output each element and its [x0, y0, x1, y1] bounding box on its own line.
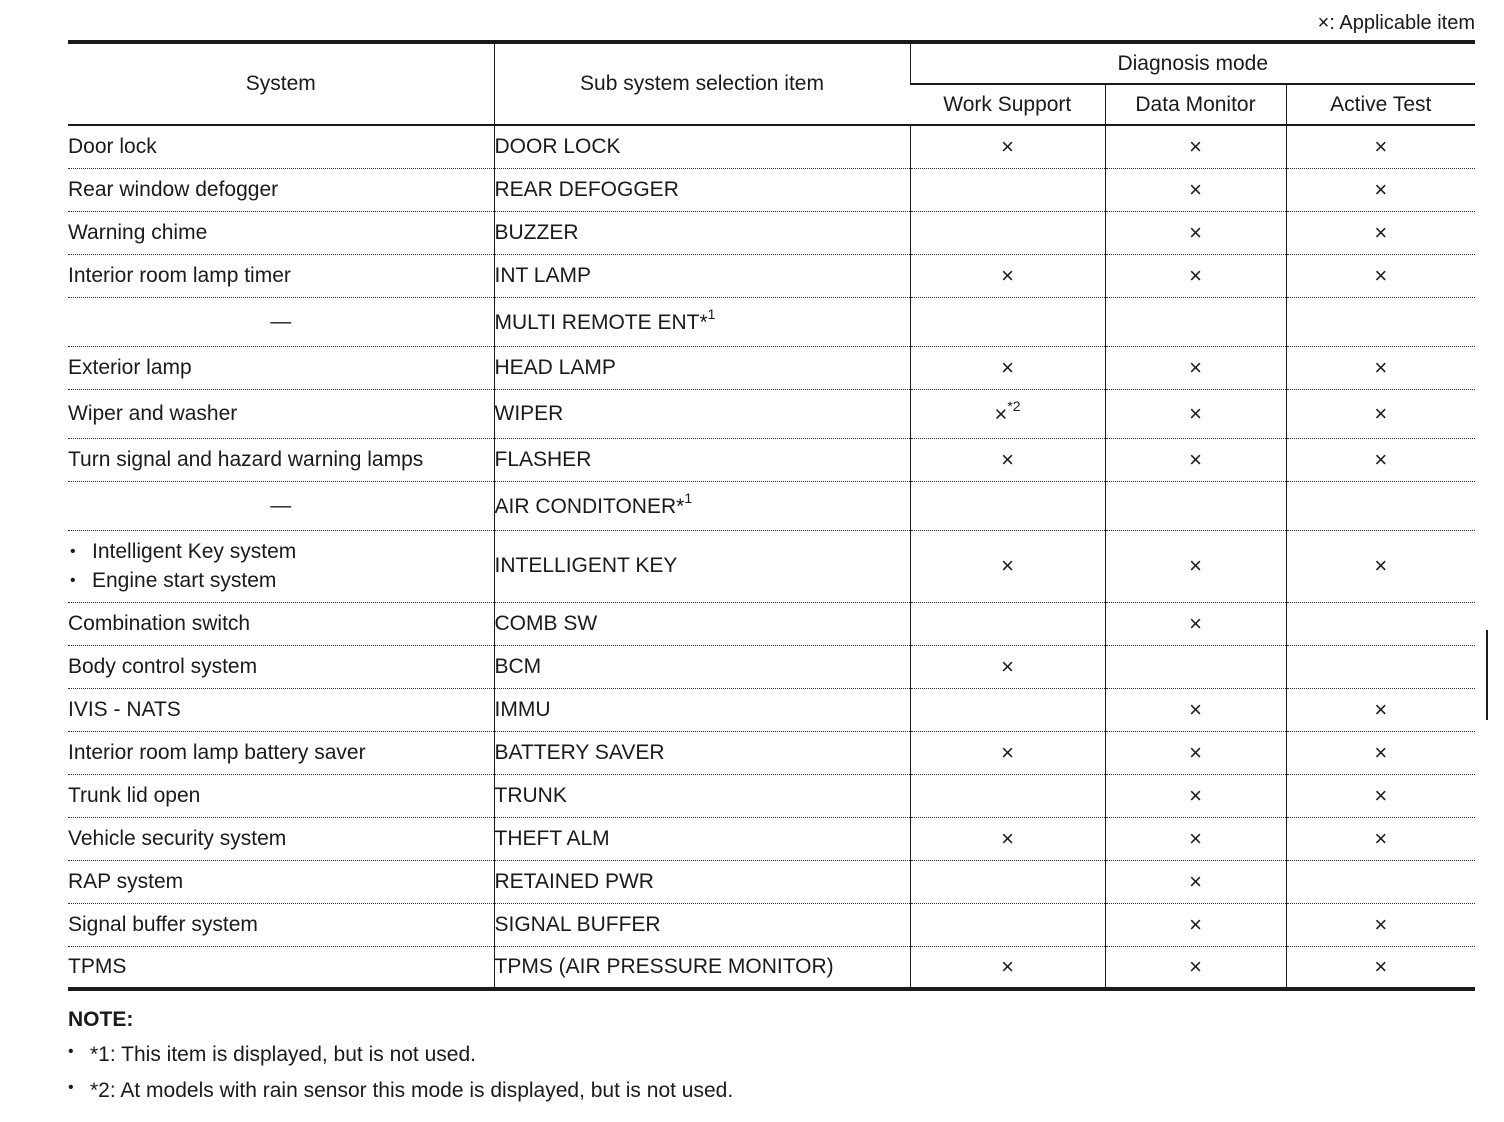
work-support-cell: [910, 125, 1105, 168]
table-row: [68, 254, 1475, 297]
work-support-cell: [910, 731, 1105, 774]
sub-system-cell: [494, 530, 910, 602]
footnote-ref: 1: [684, 490, 693, 506]
data-monitor-cell: [1105, 297, 1286, 346]
work-support-cell: [910, 774, 1105, 817]
data-monitor-cell: [1105, 946, 1286, 989]
active-test-cell: [1286, 602, 1475, 645]
table-row: [68, 297, 1475, 346]
applicable-mark: ×: [1001, 653, 1014, 679]
applicable-mark: ×: [1189, 446, 1202, 472]
applicable-mark: ×: [1001, 553, 1014, 578]
applicable-mark: ×: [1374, 696, 1388, 722]
system-cell: Interior room lamp timer: [68, 254, 494, 297]
work-support-cell: [910, 438, 1105, 481]
active-test-cell: [1286, 688, 1475, 731]
work-support-cell: [910, 168, 1105, 211]
work-support-cell: [910, 645, 1105, 688]
system-cell-dash: —: [68, 297, 494, 346]
header-work-support: Work Support: [910, 84, 1105, 125]
active-test-cell: [1286, 168, 1475, 211]
active-test-cell: [1286, 481, 1475, 530]
applicable-mark: ×: [1374, 133, 1388, 159]
system-cell: Turn signal and hazard warning lamps: [68, 438, 494, 481]
applicable-mark: ×: [1189, 868, 1202, 894]
diagnosis-table: [68, 40, 1475, 991]
table-row: [68, 688, 1475, 731]
work-support-cell: [910, 211, 1105, 254]
sub-system-label: IMMU: [494, 697, 551, 721]
system-cell: Trunk lid open: [68, 774, 494, 817]
data-monitor-cell: [1105, 817, 1286, 860]
work-support-cell: [910, 860, 1105, 903]
data-monitor-cell: [1105, 389, 1286, 438]
applicable-mark: ×: [1189, 219, 1202, 245]
sub-system-cell: [494, 211, 910, 254]
work-support-cell: [910, 297, 1105, 346]
applicable-mark: ×: [1189, 739, 1202, 765]
header-data-monitor: Data Monitor: [1105, 84, 1286, 125]
sub-system-label: REAR DEFOGGER: [494, 177, 679, 201]
applicable-mark: ×: [1189, 133, 1202, 159]
active-test-cell: [1286, 438, 1475, 481]
sub-system-cell: [494, 297, 910, 346]
note-section: [68, 1008, 733, 1115]
work-support-cell: [910, 688, 1105, 731]
data-monitor-cell: [1105, 731, 1286, 774]
data-monitor-cell: [1105, 438, 1286, 481]
data-monitor-cell: [1105, 645, 1286, 688]
sub-system-cell: [494, 645, 910, 688]
active-test-cell: [1286, 860, 1475, 903]
applicable-mark: ×: [1374, 400, 1388, 426]
table-row: [68, 438, 1475, 481]
sub-system-cell: [494, 168, 910, 211]
system-cell: Rear window defogger: [68, 168, 494, 211]
header-diagnosis-mode: Diagnosis mode: [910, 42, 1475, 84]
system-cell: IVIS - NATS: [68, 688, 494, 731]
work-support-cell: [910, 254, 1105, 297]
work-support-cell: [910, 946, 1105, 989]
applicable-mark: ×: [1189, 782, 1202, 808]
applicable-mark: ×: [1001, 825, 1014, 851]
sub-system-label: BUZZER: [494, 220, 579, 244]
applicable-mark: ×: [1374, 953, 1388, 979]
sub-system-cell: [494, 817, 910, 860]
table-row: [68, 903, 1475, 946]
data-monitor-cell: [1105, 903, 1286, 946]
applicable-mark: ×: [1001, 446, 1014, 472]
note-item-2: • *2: At models with rain sensor this mode is displayed, but is not used.: [68, 1079, 733, 1115]
applicable-mark: ×: [1374, 176, 1388, 202]
data-monitor-cell: [1105, 602, 1286, 645]
sub-system-cell: [494, 602, 910, 645]
data-monitor-cell: [1105, 688, 1286, 731]
legend-text: ×: Applicable item: [1317, 12, 1475, 34]
data-monitor-cell: [1105, 860, 1286, 903]
sub-system-cell: [494, 774, 910, 817]
work-support-cell: [910, 346, 1105, 389]
applicable-mark: ×: [1189, 553, 1202, 578]
header-active-test: Active Test: [1286, 84, 1475, 125]
table-row: [68, 530, 1475, 602]
system-cell: Interior room lamp battery saver: [68, 731, 494, 774]
applicable-mark: ×: [1374, 446, 1388, 472]
sub-system-label: FLASHER: [494, 447, 592, 471]
footnote-ref: *2: [1007, 397, 1021, 414]
data-monitor-cell: [1105, 774, 1286, 817]
applicable-mark: ×: [1374, 739, 1388, 765]
data-monitor-cell: [1105, 125, 1286, 168]
active-test-cell: [1286, 903, 1475, 946]
sub-system-label: DOOR LOCK: [494, 134, 621, 158]
sub-system-label: INT LAMP: [494, 263, 591, 287]
sub-system-label: THEFT ALM: [494, 826, 610, 850]
data-monitor-cell: [1105, 481, 1286, 530]
applicable-mark: ×: [1189, 354, 1202, 380]
system-cell: [68, 530, 494, 602]
active-test-cell: [1286, 346, 1475, 389]
work-support-cell: [910, 817, 1105, 860]
active-test-cell: [1286, 817, 1475, 860]
work-support-cell: [910, 530, 1105, 602]
table-row: [68, 168, 1475, 211]
system-bullet-item: • Intelligent Key system: [68, 537, 494, 566]
applicable-mark: ×: [1189, 262, 1202, 288]
sub-system-cell: [494, 125, 910, 168]
table-row: [68, 774, 1475, 817]
applicable-mark: ×: [1374, 219, 1388, 245]
table-row: [68, 481, 1475, 530]
table-row: [68, 602, 1475, 645]
sub-system-label: HEAD LAMP: [494, 355, 616, 379]
work-support-cell: [910, 389, 1105, 438]
active-test-cell: [1286, 297, 1475, 346]
sub-system-label: WIPER: [494, 401, 564, 425]
applicable-mark: ×: [1374, 354, 1388, 380]
active-test-cell: [1286, 211, 1475, 254]
system-cell: TPMS: [68, 946, 494, 989]
table-row: [68, 817, 1475, 860]
work-support-cell: [910, 481, 1105, 530]
sub-system-cell: [494, 481, 910, 530]
applicable-mark: ×: [1189, 696, 1202, 722]
data-monitor-cell: [1105, 530, 1286, 602]
applicable-mark: ×: [1189, 176, 1202, 202]
system-cell: Wiper and washer: [68, 389, 494, 438]
active-test-cell: [1286, 530, 1475, 602]
active-test-cell: [1286, 645, 1475, 688]
active-test-cell: [1286, 254, 1475, 297]
applicable-mark: ×: [1374, 262, 1388, 288]
applicable-mark: ×: [1001, 739, 1014, 765]
sub-system-label: AIR CONDITONER*: [494, 495, 685, 518]
note-item-1: • *1: This item is displayed, but is not used.: [68, 1043, 733, 1079]
system-cell: Vehicle security system: [68, 817, 494, 860]
sub-system-label: TRUNK: [494, 783, 567, 807]
system-cell: Exterior lamp: [68, 346, 494, 389]
header-system: System: [245, 72, 316, 95]
table-row: [68, 645, 1475, 688]
data-monitor-cell: [1105, 168, 1286, 211]
work-support-cell: [910, 602, 1105, 645]
sub-system-cell: [494, 731, 910, 774]
table-row: [68, 946, 1475, 989]
sub-system-label: INTELLIGENT KEY: [494, 554, 678, 577]
active-test-cell: [1286, 125, 1475, 168]
margin-change-bar: [1486, 630, 1488, 720]
sub-system-label: SIGNAL BUFFER: [494, 912, 661, 936]
table-body: [68, 125, 1475, 989]
table-row: [68, 860, 1475, 903]
table-row: [68, 731, 1475, 774]
system-cell: RAP system: [68, 860, 494, 903]
system-cell: Warning chime: [68, 211, 494, 254]
system-cell: Combination switch: [68, 602, 494, 645]
table-row: [68, 125, 1475, 168]
applicable-mark: ×: [1374, 782, 1388, 808]
applicable-mark: ×: [1001, 133, 1014, 159]
active-test-cell: [1286, 731, 1475, 774]
table-header: [68, 42, 1475, 125]
sub-system-label: TPMS (AIR PRESSURE MONITOR): [494, 954, 834, 978]
sub-system-cell: [494, 438, 910, 481]
sub-system-label: MULTI REMOTE ENT*: [494, 311, 708, 334]
work-support-cell: [910, 903, 1105, 946]
active-test-cell: [1286, 389, 1475, 438]
table-row: [68, 389, 1475, 438]
table-row: [68, 346, 1475, 389]
applicable-mark: ×: [1374, 911, 1388, 937]
sub-system-label: COMB SW: [494, 611, 598, 635]
system-cell-dash: —: [68, 481, 494, 530]
sub-system-cell: [494, 346, 910, 389]
applicable-mark: ×: [1189, 911, 1202, 937]
footnote-ref: 1: [707, 306, 716, 322]
applicable-mark: ×: [994, 401, 1008, 427]
sub-system-cell: [494, 688, 910, 731]
applicable-mark: ×: [1001, 354, 1014, 380]
sub-system-cell: [494, 860, 910, 903]
data-monitor-cell: [1105, 254, 1286, 297]
sub-system-label: BCM: [494, 654, 542, 678]
applicable-mark: ×: [1189, 610, 1202, 636]
system-cell: Signal buffer system: [68, 903, 494, 946]
table-row: [68, 211, 1475, 254]
applicable-mark: ×: [1189, 825, 1202, 851]
sub-system-cell: [494, 903, 910, 946]
applicable-mark: ×: [1374, 825, 1388, 851]
applicable-mark: ×: [1189, 400, 1202, 426]
system-bullet-item: • Engine start system: [68, 566, 494, 595]
data-monitor-cell: [1105, 346, 1286, 389]
system-cell: Door lock: [68, 125, 494, 168]
applicable-mark: ×: [1001, 953, 1014, 979]
system-cell: Body control system: [68, 645, 494, 688]
sub-system-label: RETAINED PWR: [494, 869, 654, 893]
applicable-mark: ×: [1374, 553, 1388, 578]
applicable-mark: ×: [1189, 953, 1202, 979]
applicable-mark: ×: [1001, 262, 1014, 288]
data-monitor-cell: [1105, 211, 1286, 254]
sub-system-cell: [494, 946, 910, 989]
sub-system-cell: [494, 254, 910, 297]
active-test-cell: [1286, 774, 1475, 817]
note-title: NOTE:: [68, 1008, 134, 1031]
header-sub-system: Sub system selection item: [494, 42, 910, 125]
sub-system-cell: [494, 389, 910, 438]
sub-system-label: BATTERY SAVER: [494, 740, 665, 764]
active-test-cell: [1286, 946, 1475, 989]
